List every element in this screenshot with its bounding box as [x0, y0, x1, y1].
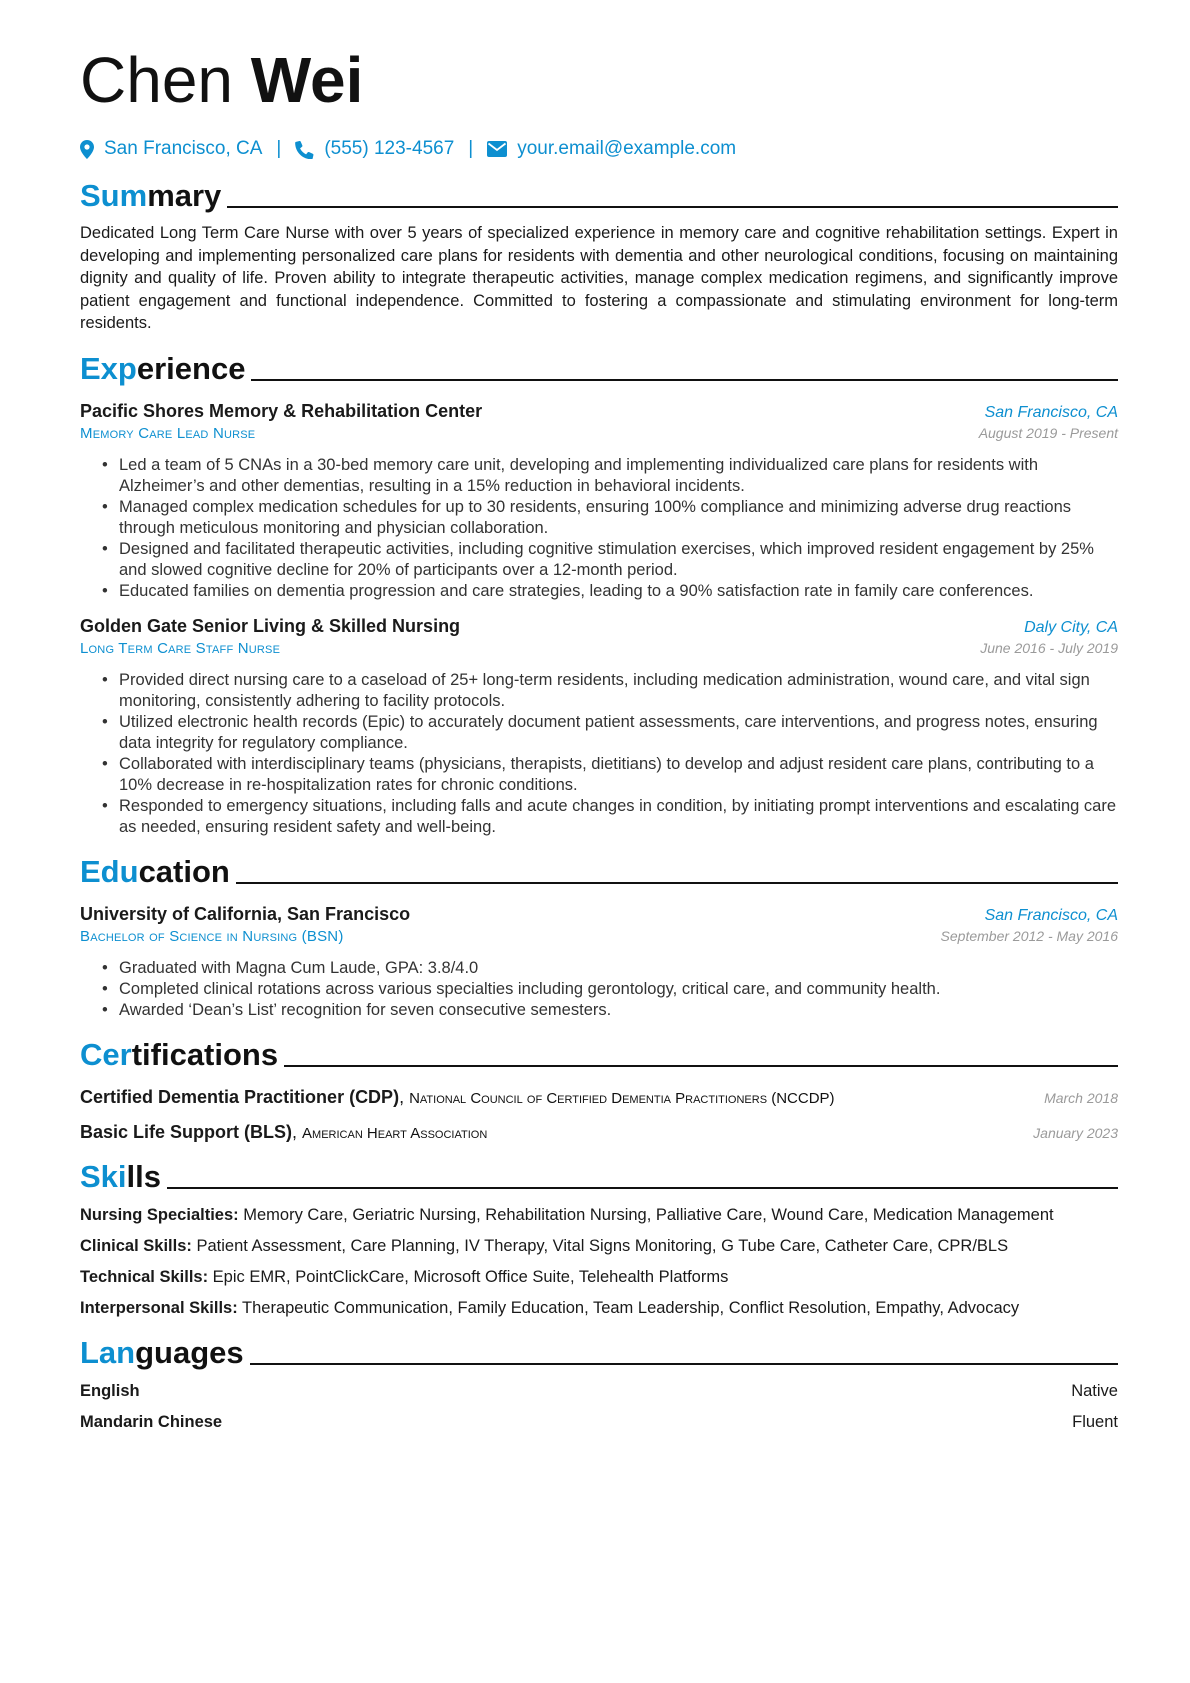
language-name: Mandarin Chinese	[80, 1412, 223, 1431]
education-entry	[80, 902, 1118, 1021]
summary-heading: Summary	[80, 178, 1118, 214]
certification-item: Certified Dementia Practitioner (CDP), National Council of Certified Dementia Practitioners (NCCDP) March 2018	[80, 1086, 1118, 1107]
school-location: San Francisco, CA	[984, 906, 1118, 924]
skill-group	[80, 1297, 1118, 1319]
certification-name: Basic Life Support (BLS)	[80, 1121, 293, 1142]
skill-group-label: Nursing Specialties:	[80, 1205, 239, 1224]
job-organization: Golden Gate Senior Living & Skilled Nursing	[80, 615, 461, 636]
bullet-item: • Collaborated with interdisciplinary teams (physicians, therapists, dietitians) to develop and adjust resident care plans, contributing to a 10% decrease in re-hospitalization rates for chronic conditions.	[102, 754, 1118, 796]
bullet-item: • Led a team of 5 CNAs in a 30-bed memory care unit, developing and implementing individualized care plans for residents with Alzheimer’s and other dementias, resulting in a 15% reduction in behavioral incidents.	[102, 455, 1118, 497]
resume-page	[80, 42, 1118, 1433]
languages-heading: Languages	[80, 1335, 1118, 1371]
job-bullets	[80, 670, 1118, 838]
experience-heading: Experience	[80, 351, 1118, 387]
section-divider	[167, 1187, 1118, 1189]
contact-phone[interactable]	[295, 138, 454, 160]
section-divider	[284, 1065, 1118, 1067]
school-name: University of California, San Francisco	[80, 903, 411, 924]
certification-issuer: American Heart Association	[302, 1124, 488, 1142]
certification-date: March 2018	[1044, 1089, 1118, 1106]
skill-group	[80, 1204, 1118, 1226]
contact-location	[80, 138, 262, 160]
certification-issuer: National Council of Certified Dementia Practitioners (NCCDP)	[409, 1089, 835, 1107]
language-level: Native	[1071, 1381, 1118, 1400]
education-heading: Education	[80, 854, 1118, 890]
envelope-icon	[487, 141, 507, 157]
skill-group-label: Clinical Skills:	[80, 1236, 192, 1255]
map-pin-icon	[80, 140, 94, 159]
bullet-item: • Educated families on dementia progression and care strategies, leading to a 90% satisfaction rate in family care conferences.	[102, 581, 1118, 602]
skill-group-values: Therapeutic Communication, Family Education, Team Leadership, Conflict Resolution, Empathy, Advocacy	[242, 1298, 1020, 1317]
certification-name: Certified Dementia Practitioner (CDP)	[80, 1086, 400, 1107]
bullet-item: • Graduated with Magna Cum Laude, GPA: 3.8/4.0	[102, 958, 1118, 979]
job-dates: August 2019 - Present	[978, 424, 1118, 441]
last-name: Wei	[250, 44, 364, 116]
skill-group	[80, 1235, 1118, 1257]
bullet-item: • Managed complex medication schedules for up to 30 residents, ensuring 100% compliance and minimizing adverse drug reactions through meticulous monitoring and physician collaboration.	[102, 497, 1118, 539]
job-location: Daly City, CA	[1024, 618, 1118, 636]
language-name: English	[80, 1381, 140, 1400]
bullet-item: • Completed clinical rotations across various specialties including gerontology, critical care, and community health.	[102, 979, 1118, 1000]
skill-group-values: Memory Care, Geriatric Nursing, Rehabilitation Nursing, Palliative Care, Wound Care, Medication Management	[243, 1205, 1054, 1224]
section-divider	[250, 1363, 1118, 1365]
job-entry	[80, 614, 1118, 838]
email-link[interactable]: your.email@example.com	[517, 138, 737, 159]
job-organization: Pacific Shores Memory & Rehabilitation Center	[80, 400, 483, 421]
certification-item: Basic Life Support (BLS), American Heart Association January 2023	[80, 1121, 1118, 1142]
bullet-item: • Responded to emergency situations, including falls and acute changes in condition, by initiating prompt interventions and escalating care as needed, ensuring resident safety and well-being.	[102, 796, 1118, 838]
skills-heading: Skills	[80, 1159, 1118, 1195]
skill-group-values: Patient Assessment, Care Planning, IV Therapy, Vital Signs Monitoring, G Tube Care, Catheter Care, CPR/BLS	[196, 1236, 1009, 1255]
degree-name: Bachelor of Science in Nursing (BSN)	[80, 927, 344, 945]
phone-text: (555) 123-4567	[324, 138, 455, 159]
summary-text: Dedicated Long Term Care Nurse with over 5 years of specialized experience in memory care and cognitive rehabilitation settings. Expert in developing and implementing personalized care plans for residents with dementia and other neurological conditions, focusing on maintaining dignity and quality of life. Proven ability to integrate therapeutic activities, manage complex medication regimens, and significantly improve patient engagement and functional independence. Committed to fostering a compassionate and stimulating environment for long-term residents.	[80, 224, 1118, 333]
education-bullets	[80, 958, 1118, 1021]
bullet-item: • Provided direct nursing care to a caseload of 25+ long-term residents, including medication administration, wound care, and vital sign monitoring, consistently adhering to facility protocols.	[102, 670, 1118, 712]
skill-group-label: Technical Skills:	[80, 1267, 209, 1286]
job-dates: June 2016 - July 2019	[980, 639, 1118, 656]
education-dates: September 2012 - May 2016	[940, 927, 1118, 944]
job-bullets	[80, 455, 1118, 602]
contact-separator: |	[468, 138, 474, 159]
certifications-heading: Certifications	[80, 1037, 1118, 1073]
bullet-item: • Awarded ‘Dean’s List’ recognition for seven consecutive semesters.	[102, 1000, 1118, 1021]
location-text: San Francisco, CA	[104, 138, 263, 159]
section-divider	[251, 379, 1118, 381]
job-role: Long Term Care Staff Nurse	[80, 639, 281, 657]
language-item	[80, 1411, 1118, 1433]
section-divider	[236, 882, 1118, 884]
job-entry	[80, 399, 1118, 602]
candidate-name	[80, 42, 1118, 118]
skill-group-values: Epic EMR, PointClickCare, Microsoft Office Suite, Telehealth Platforms	[212, 1267, 729, 1286]
contact-email[interactable]	[487, 138, 736, 160]
first-name: Chen	[80, 44, 233, 116]
language-item	[80, 1380, 1118, 1402]
job-location: San Francisco, CA	[984, 403, 1118, 421]
skill-group	[80, 1266, 1118, 1288]
section-divider	[227, 206, 1118, 208]
certification-date: January 2023	[1033, 1124, 1118, 1141]
phone-icon	[295, 140, 314, 159]
skill-group-label: Interpersonal Skills:	[80, 1298, 238, 1317]
job-role: Memory Care Lead Nurse	[80, 424, 256, 442]
bullet-item: • Utilized electronic health records (Epic) to accurately document patient assessments, care interventions, and progress notes, ensuring data integrity for regulatory compliance.	[102, 712, 1118, 754]
bullet-item: • Designed and facilitated therapeutic activities, including cognitive stimulation exercises, which improved resident engagement by 25% and slowed cognitive decline for 20% of participants over a 12-month period.	[102, 539, 1118, 581]
contact-bar	[80, 136, 1118, 162]
language-level: Fluent	[1072, 1412, 1118, 1431]
contact-separator: |	[276, 138, 282, 159]
